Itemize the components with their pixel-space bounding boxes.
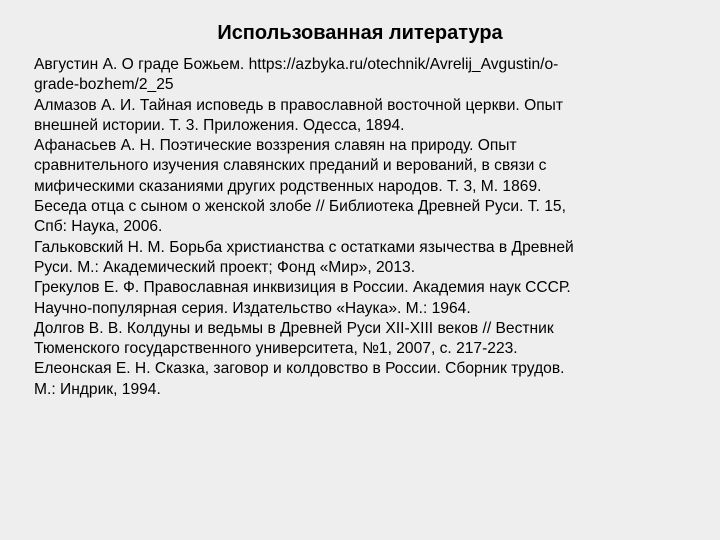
reference-line: Августин А. О граде Божьем. https://azbyka.ru/otechnik/Avrelij_Avgustin/o- — [34, 56, 559, 73]
reference-line: Руси. М.: Академический проект; Фонд «Мир», 2013. — [34, 258, 416, 276]
reference-line: внешней истории. Т. 3. Приложения. Одесса, 1894. — [34, 116, 405, 134]
reference-line: grade-bozhem/2_25 — [34, 76, 174, 94]
reference-line: М.: Индрик, 1994. — [34, 380, 161, 398]
reference-line: Беседа отца с сыном о женской злобе // Библиотека Древней Руси. Т. 15, — [34, 198, 566, 216]
reference-line: Елеонская Е. Н. Сказка, заговор и колдовство в России. Сборник трудов. — [34, 360, 565, 378]
reference-line: Тюменского государственного университета, №1, 2007, с. 217-223. — [34, 340, 518, 358]
reference-line: Гальковский Н. М. Борьба христианства с остатками язычества в Древней — [34, 238, 574, 256]
reference-line: сравнительного изучения славянских преданий и верований, в связи с — [34, 157, 547, 175]
reference-line: Научно-популярная серия. Издательство «Наука». М.: 1964. — [34, 299, 471, 317]
reference-line: Спб: Наука, 2006. — [34, 218, 163, 236]
reference-line: Алмазов А. И. Тайная исповедь в православной восточной церкви. Опыт — [34, 96, 564, 114]
page-title: Использованная литература — [217, 22, 503, 44]
reference-line: Грекулов Е. Ф. Православная инквизиция в России. Академия наук СССР. — [34, 279, 571, 297]
reference-line: мифическими сказаниями других родственных народов. Т. 3, М. 1869. — [34, 177, 542, 195]
reference-list — [34, 55, 714, 400]
reference-line: Афанасьев А. Н. Поэтические воззрения славян на природу. Опыт — [34, 137, 517, 155]
reference-line: Долгов В. В. Колдуны и ведьмы в Древней Руси XII-XIII веков // Вестник — [34, 319, 554, 337]
